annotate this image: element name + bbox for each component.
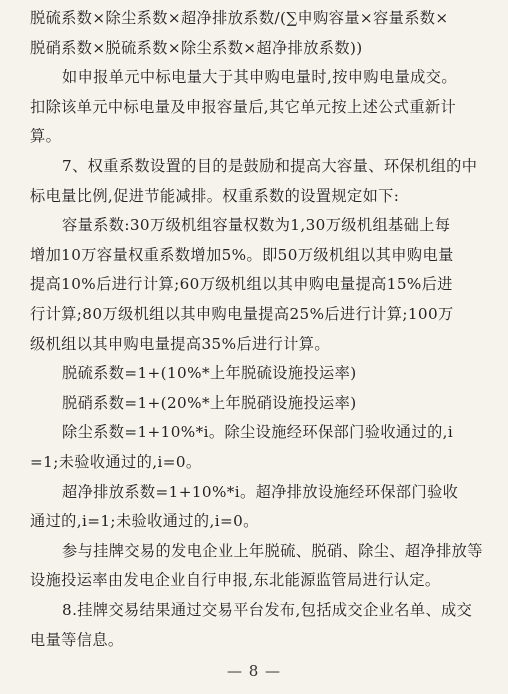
text-line: 8.挂牌交易结果通过交易平台发布,包括成交企业名单、成交 <box>62 601 473 619</box>
text-line: 如申报单元中标电量大于其申购电量时,按申购电量成交。 <box>62 68 457 86</box>
text-line: 通过的,i=1;未验收通过的,i=0。 <box>30 512 259 530</box>
text-line: 电量等信息。 <box>30 631 124 649</box>
text-line: 脱硫系数=1+(10%*上年脱硫设施投运率) <box>62 364 357 382</box>
text-line: 超净排放系数=1+10%*i。超净排放设施经环保部门验收 <box>62 483 459 501</box>
text-line: 脱硫系数×除尘系数×超净排放系数/(∑申购容量×容量系数× <box>30 9 449 27</box>
text-line: 设施投运率由发电企业自行申报,东北能源监管局进行认定。 <box>30 571 441 589</box>
text-line: 算。 <box>30 127 62 145</box>
text-line: 脱硝系数=1+(20%*上年脱硝设施投运率) <box>62 394 357 412</box>
text-line: 容量系数:30万级机组容量权数为1,30万级机组基础上每 <box>62 216 451 234</box>
text-line: 参与挂牌交易的发电企业上年脱硫、脱硝、除尘、超净排放等 <box>62 542 483 560</box>
text-line: 除尘系数=1+10%*i。除尘设施经环保部门验收通过的,i <box>62 423 454 441</box>
text-line: 级机组以其申购电量提高35%后进行计算。 <box>30 335 330 353</box>
text-line: 行计算;80万级机组以其申购电量提高25%后进行计算;100万 <box>30 305 454 323</box>
text-line: 脱硝系数×脱硫系数×除尘系数×超净排放系数)) <box>30 39 363 57</box>
page-number: — 8 — <box>226 662 282 680</box>
text-line: 7、权重系数设置的目的是鼓励和提高大容量、环保机组的中 <box>62 157 478 175</box>
text-line: 增加10万容量权重系数增加5%。即50万级机组以其申购电量 <box>30 246 454 264</box>
text-line: 扣除该单元中标电量及申报容量后,其它单元按上述公式重新计 <box>30 98 457 116</box>
text-line: 提高10%后进行计算;60万级机组以其申购电量提高15%后进 <box>30 275 453 293</box>
text-line: =1;未验收通过的,i=0。 <box>30 453 202 471</box>
text-line: 标电量比例,促进节能减排。权重系数的设置规定如下: <box>30 187 400 205</box>
